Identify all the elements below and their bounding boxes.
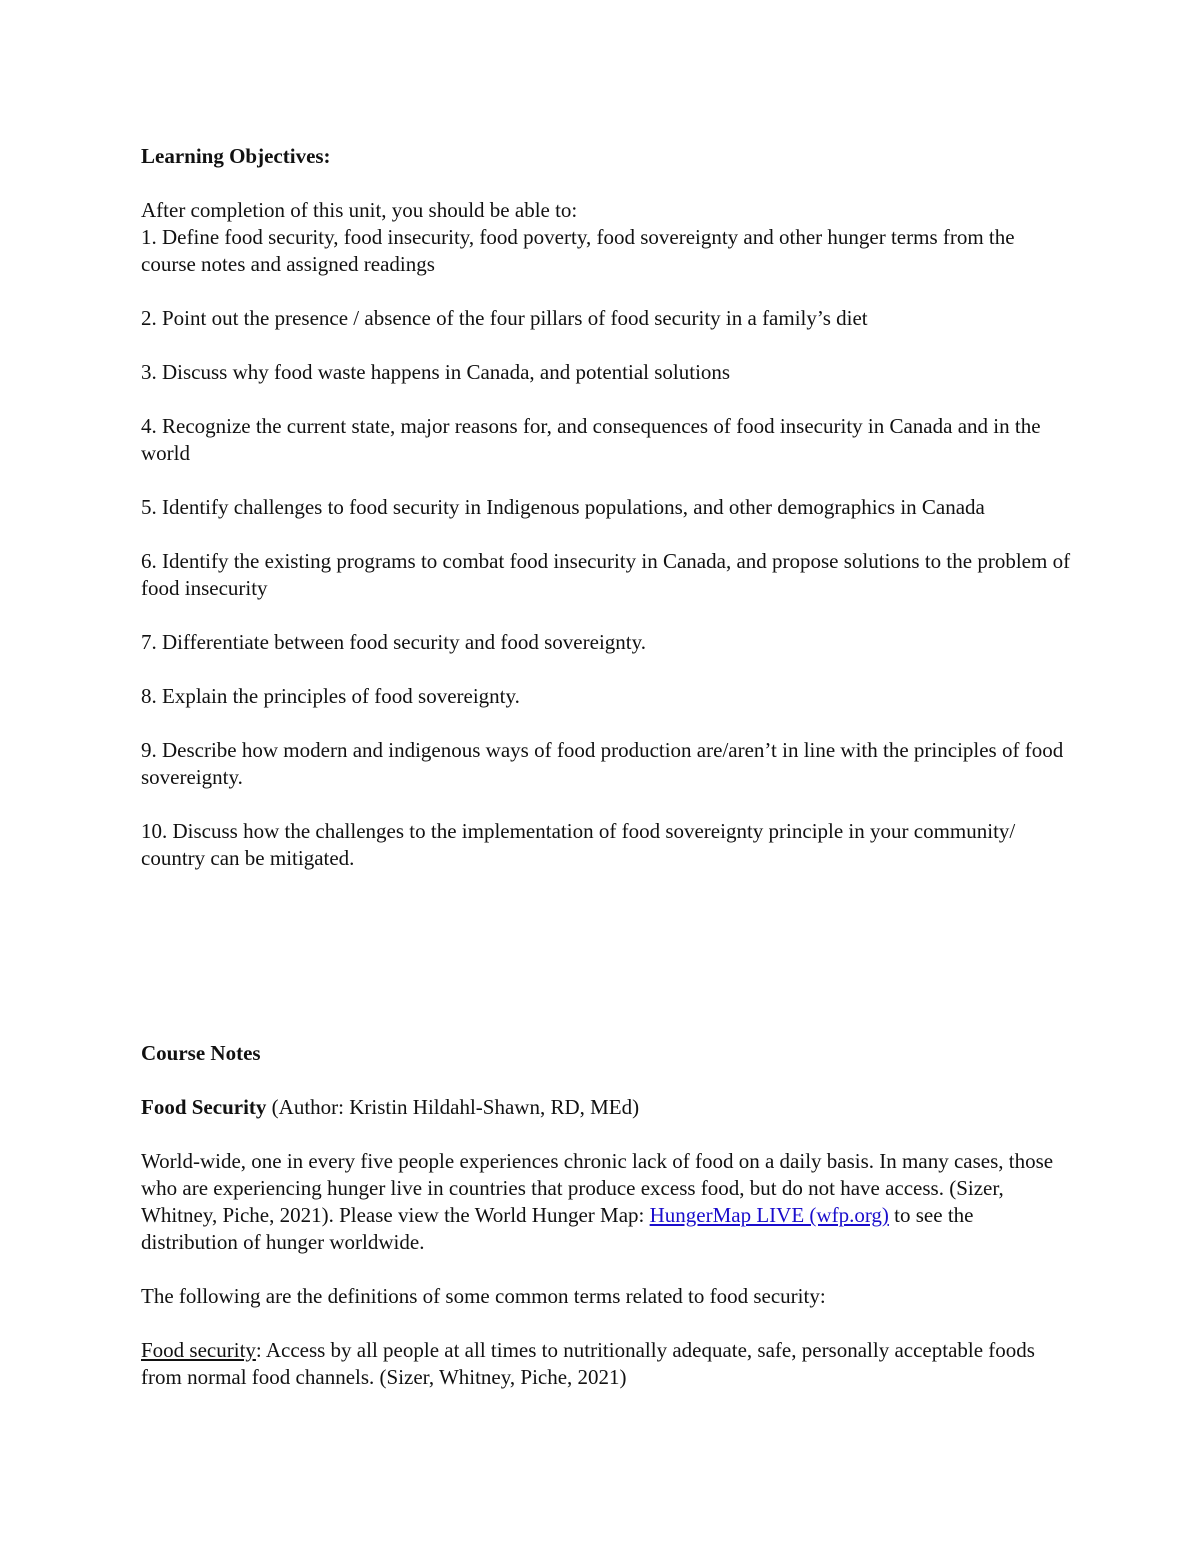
objective-item-3: 3. Discuss why food waste happens in Canada, and potential solutions <box>141 360 731 384</box>
objective-item-1: 1. Define food security, food insecurity, food poverty, food sovereignty and other hunger terms from the course notes and assigned readings <box>141 225 1015 276</box>
objective-item-10: 10. Discuss how the challenges to the implementation of food sovereignty principle in your community/ country can be mitigated. <box>141 819 1016 870</box>
course-notes-heading: Course Notes <box>141 1041 261 1065</box>
objective-item-2: 2. Point out the presence / absence of the four pillars of food security in a family’s diet <box>141 306 868 330</box>
learning-objectives-section <box>141 143 1071 872</box>
definition-term: Food security <box>141 1338 256 1362</box>
objective-item-8: 8. Explain the principles of food sovereignty. <box>141 684 520 708</box>
hunger-paragraph <box>141 1148 1071 1256</box>
food-security-author: (Author: Kristin Hildahl-Shawn, RD, MEd) <box>266 1095 640 1119</box>
definition-text: : Access by all people at all times to nutritionally adequate, safe, personally acceptable foods from normal food channels. (Sizer, Whitney, Piche, 2021) <box>141 1338 1035 1389</box>
course-notes-section <box>141 1040 1071 1391</box>
learning-objectives-heading: Learning Objectives: <box>141 144 331 168</box>
objective-item-9: 9. Describe how modern and indigenous ways of food production are/aren’t in line with the principles of food sovereignty. <box>141 738 1064 789</box>
objective-item-6: 6. Identify the existing programs to combat food insecurity in Canada, and propose solutions to the problem of food insecurity <box>141 549 1071 600</box>
definitions-intro: The following are the definitions of some common terms related to food security: <box>141 1284 826 1308</box>
hunger-paragraph-text: World-wide, one in every five people experiences chronic lack of food on a daily basis. In many cases, those who are experiencing hunger live in countries that produce excess food, but do not have access. (Sizer, Whitney, Piche, 2021). Please view the World Hunger Map: <box>141 1149 1054 1227</box>
objectives-intro: After completion of this unit, you should be able to: <box>141 198 578 222</box>
objective-item-4: 4. Recognize the current state, major reasons for, and consequences of food insecurity in Canada and in the world <box>141 414 1041 465</box>
food-security-title-line <box>141 1094 1071 1121</box>
objective-item-5: 5. Identify challenges to food security in Indigenous populations, and other demographics in Canada <box>141 495 985 519</box>
food-security-title: Food Security <box>141 1095 267 1119</box>
objective-item-7: 7. Differentiate between food security and food sovereignty. <box>141 630 646 654</box>
hunger-paragraph-tail: to see the distribution of hunger worldwide. <box>141 1203 974 1254</box>
hungermap-link[interactable]: HungerMap LIVE (wfp.org) <box>649 1203 889 1227</box>
definition-food-security <box>141 1337 1071 1391</box>
